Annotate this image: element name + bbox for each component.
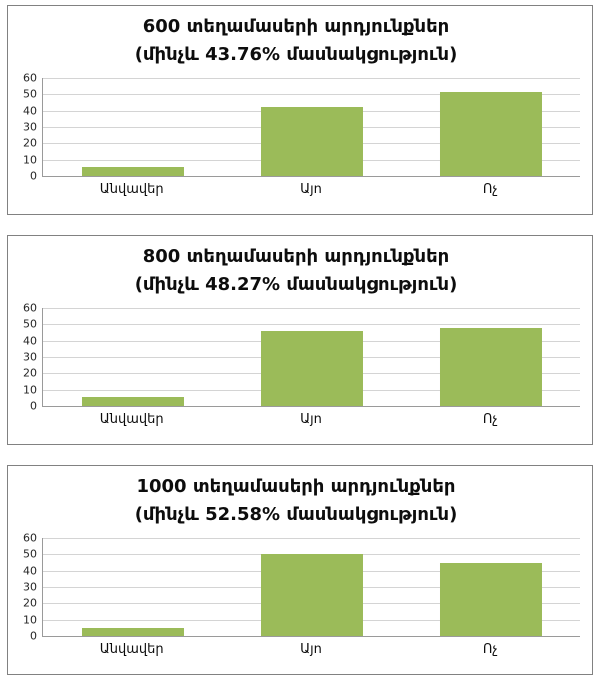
gridline	[43, 308, 580, 309]
chart-title	[12, 243, 580, 299]
y-axis	[12, 71, 42, 183]
y-tick-label: 20	[23, 136, 37, 150]
bar-Ոչ	[439, 92, 541, 176]
bar-Ոչ	[439, 563, 541, 636]
bar-Ոչ	[439, 328, 541, 406]
x-category-label: Ոչ	[482, 642, 498, 657]
y-tick-label: 60	[23, 531, 37, 545]
chart-panel-1000	[7, 465, 593, 675]
y-tick-label: 50	[23, 317, 37, 331]
x-category-label: Այո	[300, 182, 322, 197]
y-axis	[12, 301, 42, 413]
y-tick-label: 50	[23, 547, 37, 561]
chart-title-line2: (մինչև 48.27% մասնակցություն)	[134, 274, 458, 295]
bar-Անվավեր	[81, 167, 183, 176]
chart-title-line2: (մինչև 43.76% մասնակցություն)	[134, 44, 458, 65]
x-axis-labels	[42, 643, 580, 656]
gridline	[43, 538, 580, 539]
bar-Անվավեր	[81, 628, 183, 636]
y-tick-label: 10	[23, 613, 37, 627]
x-axis-labels	[42, 413, 580, 426]
y-tick-label: 60	[23, 301, 37, 315]
x-category-label: Անվավեր	[99, 642, 164, 657]
x-category-label: Այո	[300, 412, 322, 427]
plot-area	[42, 78, 580, 177]
chart-title-line1: 1000 տեղամասերի արդյունքներ	[136, 476, 456, 497]
bar-Այո	[260, 107, 362, 176]
x-category-label: Անվավեր	[99, 412, 164, 427]
y-tick-label: 10	[23, 153, 37, 167]
x-category-label: Ոչ	[482, 182, 498, 197]
y-tick-label: 60	[23, 71, 37, 85]
y-tick-label: 40	[23, 334, 37, 348]
y-tick-label: 30	[23, 580, 37, 594]
y-tick-label: 0	[30, 399, 37, 413]
y-tick-label: 10	[23, 383, 37, 397]
chart-title	[12, 13, 580, 69]
y-tick-label: 50	[23, 87, 37, 101]
y-tick-label: 0	[30, 629, 37, 643]
chart-body	[12, 301, 580, 413]
chart-panel-600	[7, 5, 593, 215]
plot-area	[42, 538, 580, 637]
bar-Այո	[260, 331, 362, 406]
y-tick-label: 20	[23, 596, 37, 610]
chart-title-line2: (մինչև 52.58% մասնակցություն)	[134, 504, 458, 525]
plot-area	[42, 308, 580, 407]
x-category-label: Այո	[300, 642, 322, 657]
chart-title-line1: 600 տեղամասերի արդյունքներ	[142, 16, 450, 37]
y-tick-label: 40	[23, 104, 37, 118]
y-tick-label: 30	[23, 120, 37, 134]
y-tick-label: 20	[23, 366, 37, 380]
y-tick-label: 30	[23, 350, 37, 364]
gridline	[43, 324, 580, 325]
bar-Անվավեր	[81, 397, 183, 406]
y-tick-label: 40	[23, 564, 37, 578]
y-tick-label: 0	[30, 169, 37, 183]
chart-title-line1: 800 տեղամասերի արդյունքներ	[142, 246, 450, 267]
x-axis-labels	[42, 183, 580, 196]
x-category-label: Անվավեր	[99, 182, 164, 197]
x-category-label: Ոչ	[482, 412, 498, 427]
gridline	[43, 78, 580, 79]
y-axis	[12, 531, 42, 643]
chart-body	[12, 71, 580, 183]
chart-body	[12, 531, 580, 643]
bar-Այո	[260, 554, 362, 636]
chart-panel-800	[7, 235, 593, 445]
chart-title	[12, 473, 580, 529]
